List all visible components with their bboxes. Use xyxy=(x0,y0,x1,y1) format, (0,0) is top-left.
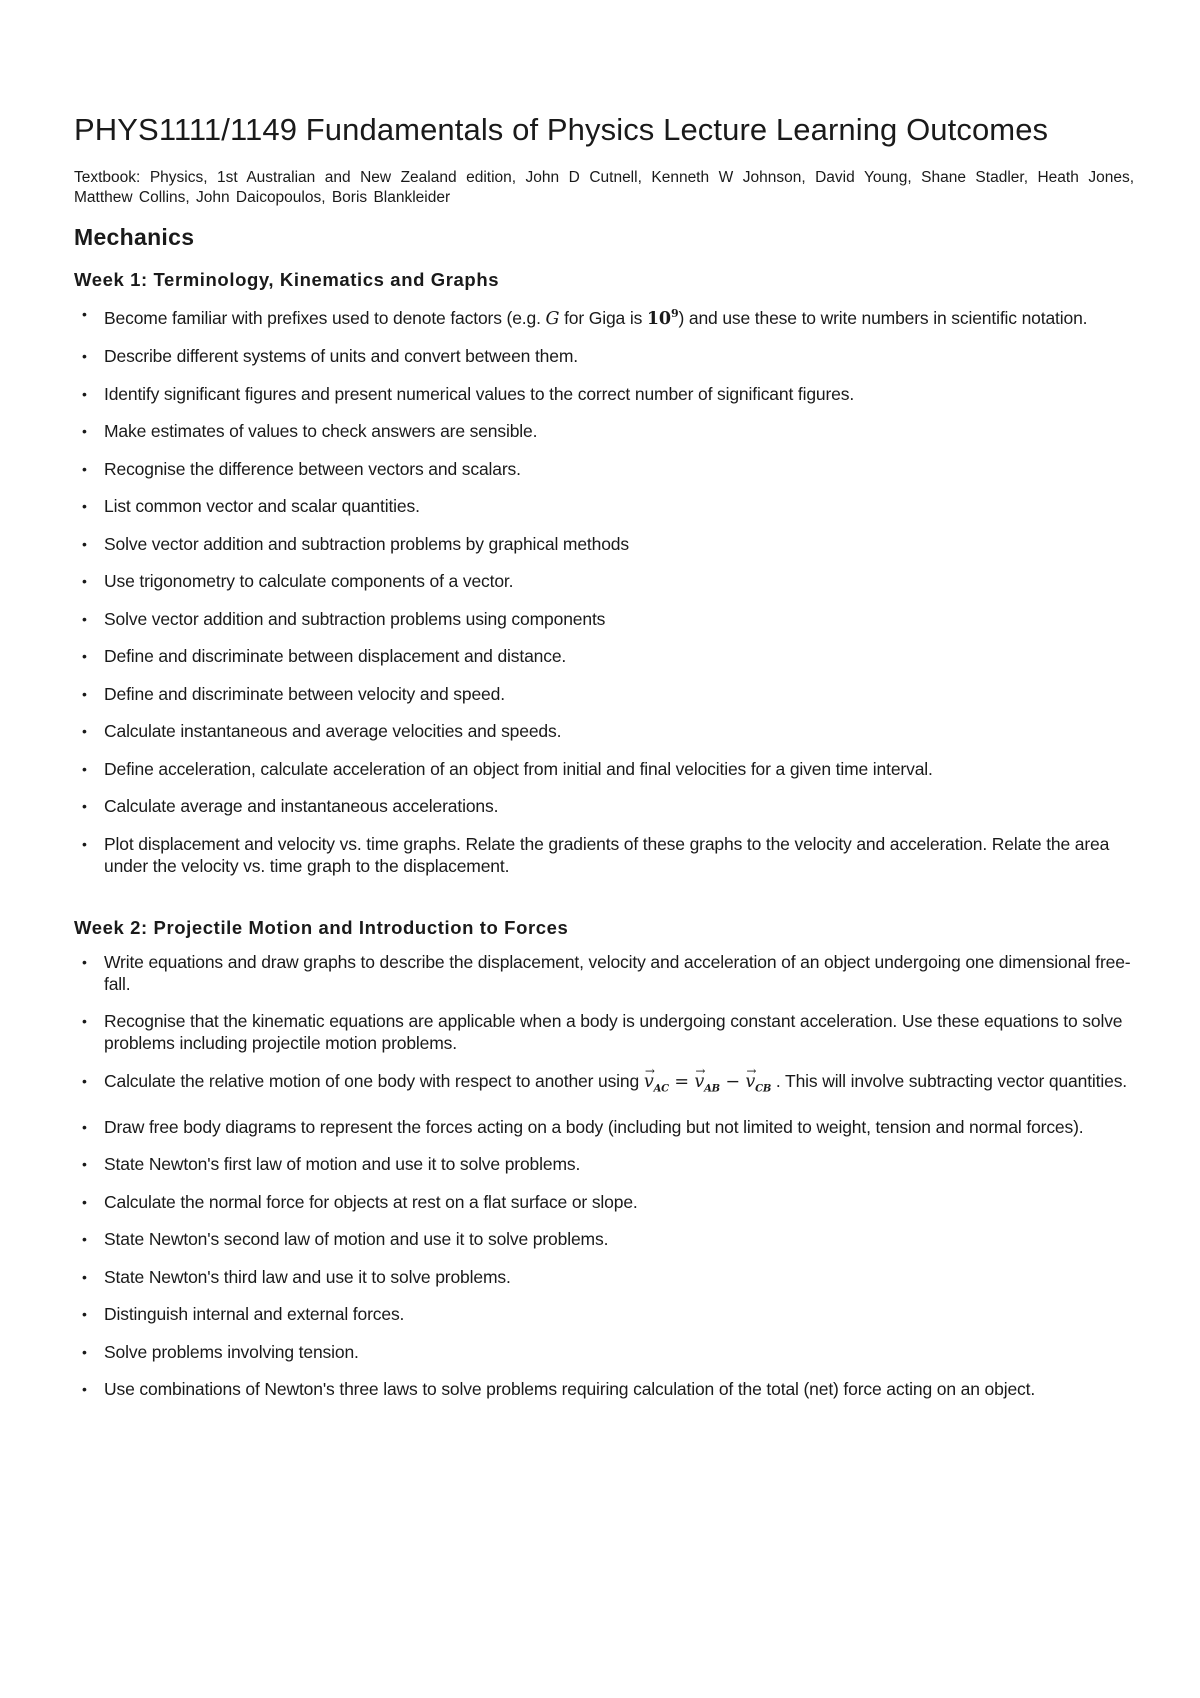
list-item-text: List common vector and scalar quantities. xyxy=(104,496,420,517)
list-item xyxy=(74,833,1134,877)
bullet-icon: • xyxy=(82,535,87,552)
power-base: 10 xyxy=(646,308,671,329)
list-item xyxy=(74,758,1134,780)
power-exponent: 9 xyxy=(670,307,679,320)
page-title: PHYS1111/1149 Fundamentals of Physics Lecture Learning Outcomes xyxy=(74,112,1049,147)
list-item-text: Use combinations of Newton's three laws to solve problems requiring calculation of the total (net) force acting on an object. xyxy=(104,1379,1036,1400)
list-item-text: State Newton's third law and use it to solve problems. xyxy=(104,1266,511,1287)
bullet-icon: • xyxy=(82,1118,87,1135)
vector-v-ac xyxy=(644,1071,654,1093)
list-item xyxy=(74,1153,1134,1175)
bullet-icon: • xyxy=(82,306,87,322)
vector-symbol: v xyxy=(643,1071,654,1092)
list-item xyxy=(74,303,1134,330)
list-item-text: Write equations and draw graphs to describe the displacement, velocity and acceleration of an object undergoing one dimensional free-fall. xyxy=(104,951,1131,994)
list-item-text: Solve vector addition and subtraction problems by graphical methods xyxy=(104,533,629,554)
list-item-text: Calculate instantaneous and average velocities and speeds. xyxy=(104,721,562,742)
list-item xyxy=(74,608,1134,630)
subscript-ac: AC xyxy=(653,1083,669,1095)
list-item-text: Define acceleration, calculate acceleration of an object from initial and final velocities for a given time interval. xyxy=(104,758,933,779)
subscript-cb: CB xyxy=(755,1083,772,1095)
list-item xyxy=(74,795,1134,817)
list-item-text: Define and discriminate between displacement and distance. xyxy=(104,646,567,667)
week-2-title: Week 2: Projectile Motion and Introduction to Forces xyxy=(74,916,569,938)
list-item xyxy=(74,1303,1134,1325)
section-title-mechanics: Mechanics xyxy=(74,224,195,250)
week-1-title: Week 1: Terminology, Kinematics and Graphs xyxy=(74,269,500,290)
list-item xyxy=(74,1266,1134,1288)
equals-sign: = xyxy=(668,1071,695,1092)
bullet-icon: • xyxy=(82,385,87,402)
list-item-text: Plot displacement and velocity vs. time graphs. Relate the gradients of these graphs to the velocity and acceleration. Relate the area under the velocity vs. time graph to the displacement. xyxy=(104,833,1110,876)
list-item xyxy=(74,1341,1134,1363)
list-item xyxy=(74,951,1134,995)
vector-symbol: v xyxy=(745,1071,756,1092)
list-item xyxy=(74,383,1134,405)
list-item-text: Draw free body diagrams to represent the forces acting on a body (including but not limited to weight, tension and normal forces). xyxy=(104,1116,1084,1137)
list-item xyxy=(74,1010,1134,1054)
bullet-icon: • xyxy=(82,573,87,590)
list-item xyxy=(74,420,1134,442)
bullet-icon: • xyxy=(82,423,87,440)
vector-v-cb xyxy=(745,1071,755,1093)
week-1-outcomes-list xyxy=(74,303,1134,877)
bullet-icon: • xyxy=(82,1013,87,1030)
item-text-end: . This will involve subtracting vector quantities. xyxy=(771,1070,1128,1091)
list-item-text: Identify significant figures and present numerical values to the correct number of significant figures. xyxy=(104,383,855,404)
textbook-reference: Textbook: Physics, 1st Australian and New Zealand edition, John D Cutnell, Kenneth W Johnson, David Young, Shane Stadler, Heath Jones, Matthew Collins, John Daicopoulos, Boris Blankleider xyxy=(74,169,1134,206)
subscript-ab: AB xyxy=(704,1083,720,1095)
list-item-text: Calculate average and instantaneous accelerations. xyxy=(104,796,499,817)
list-item-text: Describe different systems of units and convert between them. xyxy=(104,346,578,367)
bullet-icon: • xyxy=(82,1306,87,1323)
list-item-text: Recognise the difference between vectors and scalars. xyxy=(104,458,521,479)
bullet-icon: • xyxy=(82,1193,87,1210)
list-item xyxy=(74,720,1134,742)
list-item xyxy=(74,570,1134,592)
list-item xyxy=(74,1070,1134,1101)
list-item-text: Recognise that the kinematic equations are applicable when a body is undergoing constant acceleration. Use these equations to solve problems including projectile motion problems. xyxy=(104,1011,1123,1054)
bullet-icon: • xyxy=(82,798,87,815)
bullet-icon: • xyxy=(82,685,87,702)
minus-sign: − xyxy=(720,1071,746,1092)
vector-symbol: v xyxy=(694,1071,705,1092)
vector-v-ab xyxy=(694,1071,704,1093)
bullet-icon: • xyxy=(82,648,87,665)
bullet-icon: • xyxy=(82,760,87,777)
bullet-icon: • xyxy=(82,1156,87,1173)
list-item-text: Make estimates of values to check answers are sensible. xyxy=(104,421,538,442)
bullet-icon: • xyxy=(82,835,87,852)
week-2-outcomes-list xyxy=(74,951,1134,1401)
item-text-start: Become familiar with prefixes used to denote factors (e.g. xyxy=(104,307,546,328)
bullet-icon: • xyxy=(82,1072,87,1089)
list-item-text: Define and discriminate between velocity and speed. xyxy=(104,683,505,704)
list-item xyxy=(74,1228,1134,1250)
list-item xyxy=(74,458,1134,480)
document-page xyxy=(74,112,1134,1416)
list-item xyxy=(74,345,1134,367)
list-item-text: Solve problems involving tension. xyxy=(104,1341,359,1362)
list-item xyxy=(74,683,1134,705)
bullet-icon: • xyxy=(82,1268,87,1285)
bullet-icon: • xyxy=(82,460,87,477)
list-item xyxy=(74,495,1134,517)
list-item xyxy=(74,1378,1134,1400)
bullet-icon: • xyxy=(82,1343,87,1360)
bullet-icon: • xyxy=(82,610,87,627)
bullet-icon: • xyxy=(82,723,87,740)
bullet-icon: • xyxy=(82,348,87,365)
list-item xyxy=(74,1191,1134,1213)
bullet-icon: • xyxy=(82,1381,87,1398)
list-item xyxy=(74,645,1134,667)
list-item-text: Calculate the normal force for objects at rest on a flat surface or slope. xyxy=(104,1191,638,1212)
item-text-end: ) and use these to write numbers in scientific notation. xyxy=(678,307,1088,328)
bullet-icon: • xyxy=(82,953,87,970)
list-item xyxy=(74,533,1134,555)
bullet-icon: • xyxy=(82,498,87,515)
relative-velocity-equation xyxy=(643,1071,772,1095)
item-text-middle: for Giga is xyxy=(559,307,647,328)
list-item-text: Solve vector addition and subtraction problems using components xyxy=(104,608,606,629)
list-item-text: Use trigonometry to calculate components of a vector. xyxy=(104,571,514,592)
list-item-text: State Newton's second law of motion and use it to solve problems. xyxy=(104,1229,609,1250)
bullet-icon: • xyxy=(82,1231,87,1248)
list-item-text: State Newton's first law of motion and use it to solve problems. xyxy=(104,1154,581,1175)
list-item xyxy=(74,1116,1134,1138)
item-text-start: Calculate the relative motion of one body with respect to another using xyxy=(104,1070,644,1091)
list-item-text: Distinguish internal and external forces. xyxy=(104,1304,405,1325)
giga-symbol: G xyxy=(545,308,560,329)
